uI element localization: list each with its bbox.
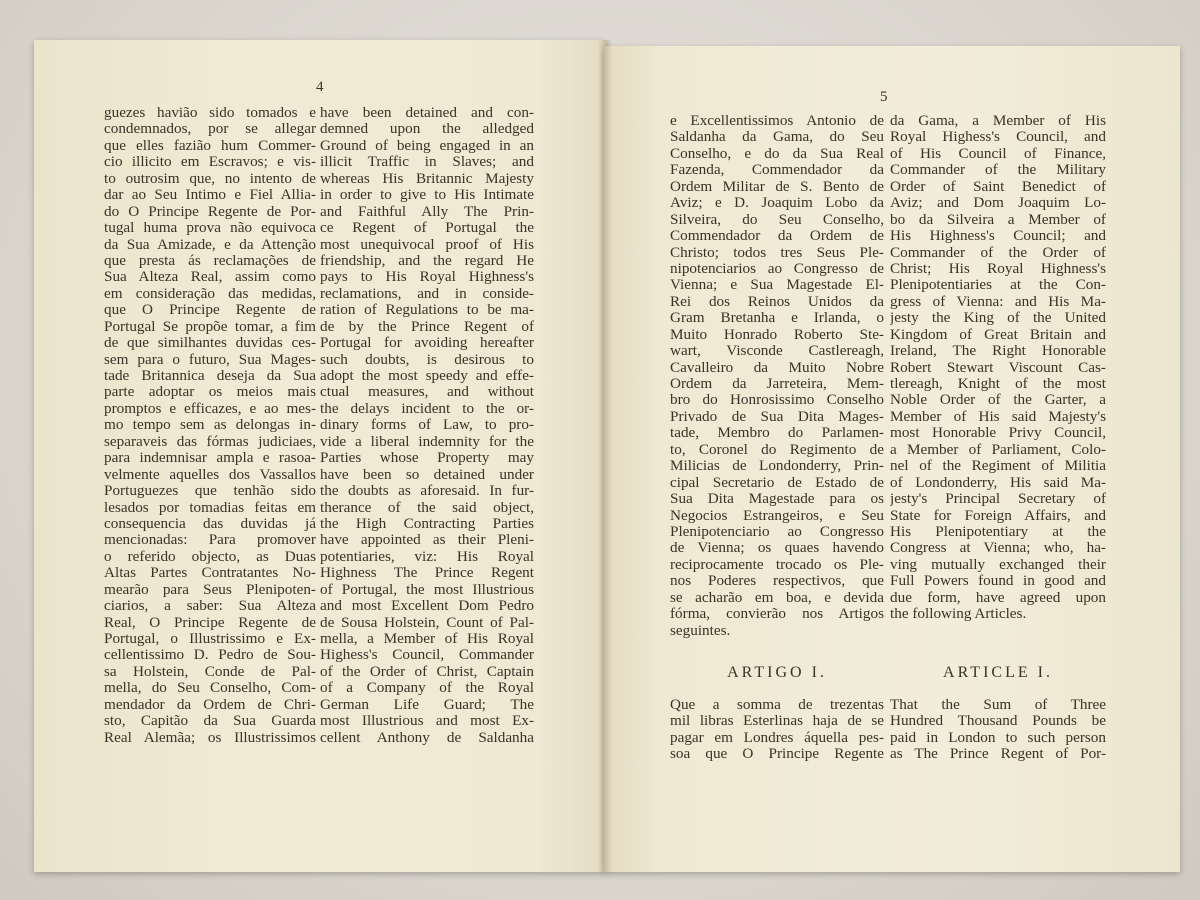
text-line: ce Regent of Portugal the bbox=[320, 220, 534, 237]
text-line: dar ao Seu Intimo e Fiel Allia- bbox=[104, 187, 316, 204]
text-line: tade Britannica deseja da Sua bbox=[104, 368, 316, 384]
text-line: His Highness's Council; and bbox=[890, 228, 1106, 245]
text-line: Christo; todos tres Seus Ple- bbox=[670, 244, 884, 261]
text-line: the High Contracting Parties bbox=[320, 515, 534, 532]
text-line: mella, a Member of His Royal bbox=[320, 631, 534, 647]
text-line: velmente aquelles dos Vassallos bbox=[104, 466, 316, 483]
left-page-number: 4 bbox=[316, 79, 324, 95]
text-line: have been detained and con- bbox=[320, 105, 534, 121]
text-line: Order of Saint Benedict of bbox=[890, 178, 1106, 195]
text-line: jesty the King of the United bbox=[890, 310, 1106, 327]
text-line: of Portugal, the most Illustrious bbox=[320, 581, 534, 598]
text-line: Aviz; and Dom Joaquim Lo- bbox=[890, 195, 1106, 212]
text-line: sa Holstein, Conde de Pal- bbox=[104, 663, 316, 680]
text-line: adopt the most speedy and effe- bbox=[320, 368, 534, 384]
text-line: wart, Visconde Castlereagh, bbox=[670, 343, 884, 360]
text-line: Conselho, e do da Sua Real bbox=[670, 145, 884, 162]
text-line: Gram Bretanha e Irlanda, o bbox=[670, 310, 884, 327]
portuguese-article-text bbox=[670, 697, 884, 763]
text-line: to, Coronel do Regimento de bbox=[670, 441, 884, 458]
text-line: ving mutually exchanged their bbox=[890, 556, 1106, 573]
text-line: Ordem da Jarreteira, Mem- bbox=[670, 376, 884, 392]
text-line: mil libras Esterlinas haja de se bbox=[670, 713, 884, 730]
text-line: have been so detained under bbox=[320, 466, 534, 483]
text-line: mendador da Ordem de Chri- bbox=[104, 696, 316, 713]
text-line: que O Principe Regente de bbox=[104, 302, 316, 319]
text-line: mo tempo sem as delongas in- bbox=[104, 417, 316, 434]
text-line: Vienna; e Sua Magestade El- bbox=[670, 277, 884, 294]
text-line: Silveira, do Seu Conselho, bbox=[670, 211, 884, 228]
text-line: reclamations, and in conside- bbox=[320, 285, 534, 302]
text-line: State for Foreign Affairs, and bbox=[890, 507, 1106, 524]
text-line: such doubts, is desirous to bbox=[320, 351, 534, 368]
text-line: que presta ás reclamações de bbox=[104, 252, 316, 269]
text-line: Kingdom of Great Britain and bbox=[890, 326, 1106, 343]
text-line: mearão para Seus Plenipoten- bbox=[104, 581, 316, 598]
text-line: ctual measures, and without bbox=[320, 384, 534, 401]
text-line: pays to His Royal Highness's bbox=[320, 269, 534, 286]
text-line: tugal huma prova não equivoca bbox=[104, 220, 316, 237]
text-line: nipotenciarios ao Congresso de bbox=[670, 260, 884, 277]
text-line: da Gama, a Member of His bbox=[890, 113, 1106, 129]
text-line: illicit Traffic in Slaves; and bbox=[320, 154, 534, 171]
text-line: lesados por tomadias feitas em bbox=[104, 499, 316, 516]
text-line: condemnados, por se allegar bbox=[104, 121, 316, 138]
text-line: parte adoptar os meios mais bbox=[104, 384, 316, 401]
text-line: bo da Silveira a Member of bbox=[890, 211, 1106, 228]
text-line: Real Alemãa; os Illustrissimos bbox=[104, 729, 316, 746]
english-article-text bbox=[890, 697, 1106, 763]
text-line: de by the Prince Regent of bbox=[320, 318, 534, 335]
portuguese-article-heading: ARTIGO I. bbox=[727, 664, 827, 681]
text-line: Ground of being engaged in an bbox=[320, 137, 534, 154]
text-line: tlereagh, Knight of the most bbox=[890, 376, 1106, 392]
right-portuguese-column bbox=[670, 113, 884, 639]
text-line: in order to give to His Intimate bbox=[320, 187, 534, 204]
text-line: Commander of the Order of bbox=[890, 244, 1106, 261]
text-line: of the Order of Christ, Captain bbox=[320, 663, 534, 680]
text-line: Parties whose Property may bbox=[320, 450, 534, 467]
text-line: of Londonderry, His said Ma- bbox=[890, 474, 1106, 491]
text-line: do O Principe Regente de Por- bbox=[104, 203, 316, 220]
text-line: due form, have agreed upon bbox=[890, 589, 1106, 606]
text-line: reciprocamente trocado os Ple- bbox=[670, 556, 884, 573]
text-line: Full Powers found in good and bbox=[890, 573, 1106, 590]
text-line: em consideração das medidas, bbox=[104, 285, 316, 302]
text-line: Ireland, The Right Honorable bbox=[890, 343, 1106, 360]
text-line: Saldanha da Gama, do Seu bbox=[670, 129, 884, 146]
text-line: potentiaries, viz: His Royal bbox=[320, 548, 534, 565]
text-line: the delays incident to the or- bbox=[320, 400, 534, 417]
right-english-column bbox=[890, 113, 1106, 623]
text-line: of His Council of Finance, bbox=[890, 145, 1106, 162]
text-line: Christ; His Royal Highness's bbox=[890, 260, 1106, 277]
text-line: That the Sum of Three bbox=[890, 697, 1106, 713]
left-english-column bbox=[320, 105, 534, 746]
text-line: of a Company of the Royal bbox=[320, 680, 534, 697]
text-line: ration of Regulations to be ma- bbox=[320, 302, 534, 319]
text-line: Cavalleiro da Muito Nobre bbox=[670, 359, 884, 376]
text-line: demned upon the alledged bbox=[320, 121, 534, 138]
text-line: sto, Capitão da Sua Guarda bbox=[104, 713, 316, 730]
text-line: Plenipotenciario ao Congresso bbox=[670, 523, 884, 540]
text-line: mella, do Seu Conselho, Com- bbox=[104, 680, 316, 697]
text-line: consequencia das duvidas já bbox=[104, 515, 316, 532]
left-portuguese-column bbox=[104, 105, 316, 746]
text-line: German Life Guard; The bbox=[320, 696, 534, 713]
text-line: a Member of Parliament, Colo- bbox=[890, 441, 1106, 458]
text-line: sem para o futuro, Sua Mages- bbox=[104, 351, 316, 368]
text-line: Congress at Vienna; who, ha- bbox=[890, 540, 1106, 557]
text-line: fórma, convierão nos Artigos bbox=[670, 606, 884, 623]
text-line: Highness The Prince Regent bbox=[320, 565, 534, 582]
text-line: the following Articles. bbox=[890, 606, 1027, 623]
text-line: bro do Honrosissimo Conselho bbox=[670, 392, 884, 409]
text-line: have appointed as their Pleni- bbox=[320, 532, 534, 549]
text-line: cipal Secretario de Estado de bbox=[670, 474, 884, 491]
text-line: the doubts as aforesaid. In fur- bbox=[320, 483, 534, 500]
text-line: da Sua Amizade, e da Attenção bbox=[104, 236, 316, 253]
text-line: nos Poderes respectivos, que bbox=[670, 573, 884, 590]
text-line: de Sousa Holstein, Count of Pal- bbox=[320, 614, 534, 631]
text-line: Plenipotentiaries at the Con- bbox=[890, 277, 1106, 294]
text-line: o referido objecto, as Duas bbox=[104, 548, 316, 565]
text-line: Royal Highess's Council, and bbox=[890, 129, 1106, 146]
text-line: friendship, and the regard He bbox=[320, 252, 534, 269]
text-line: most unequivocal proof of His bbox=[320, 236, 534, 253]
text-line: Milicias de Londonderry, Prin- bbox=[670, 458, 884, 475]
text-line: separaveis das fórmas judiciaes, bbox=[104, 433, 316, 450]
text-line: as The Prince Regent of Por- bbox=[890, 746, 1106, 763]
text-line: Sua Dita Magestade para os bbox=[670, 491, 884, 508]
text-line: de Vienna; os quaes havendo bbox=[670, 540, 884, 557]
text-line: and most Excellent Dom Pedro bbox=[320, 598, 534, 615]
text-line: Aviz; e D. Joaquim Lobo da bbox=[670, 195, 884, 212]
text-line: ciarios, a saber: Sua Alteza bbox=[104, 598, 316, 615]
text-line: Que a somma de trezentas bbox=[670, 697, 884, 713]
text-line: jesty's Principal Secretary of bbox=[890, 491, 1106, 508]
text-line: paid in London to such person bbox=[890, 729, 1106, 746]
text-line: se acharão em boa, e devida bbox=[670, 589, 884, 606]
text-line: cellentissimo D. Pedro de Sou- bbox=[104, 647, 316, 664]
right-page-number: 5 bbox=[880, 89, 888, 105]
text-line: cellent Anthony de Saldanha bbox=[320, 729, 534, 746]
book-gutter bbox=[598, 40, 612, 872]
text-line: His Plenipotentiary at the bbox=[890, 523, 1106, 540]
english-article-heading: ARTICLE I. bbox=[943, 664, 1053, 681]
text-line: promptos e efficazes, e ao mes- bbox=[104, 400, 316, 417]
text-line: to outrosim que, no intento de bbox=[104, 170, 316, 187]
text-line: Fazenda, Commendador da bbox=[670, 162, 884, 179]
text-line: seguintes. bbox=[670, 622, 731, 639]
text-line: Rei dos Reinos Unidos da bbox=[670, 293, 884, 310]
text-line: pagar em Londres áquella pes- bbox=[670, 729, 884, 746]
text-line: therance of the said object, bbox=[320, 499, 534, 516]
text-line: Portuguezes que tenhão sido bbox=[104, 483, 316, 500]
text-line: para indemnisar ampla e rasoa- bbox=[104, 450, 316, 467]
text-line: Robert Stewart Viscount Cas- bbox=[890, 359, 1106, 376]
text-line: Muito Honrado Roberto Ste- bbox=[670, 326, 884, 343]
text-line: Privado de Sua Dita Mages- bbox=[670, 408, 884, 425]
text-line: soa que O Principe Regente bbox=[670, 746, 884, 763]
text-line: Member of His said Majesty's bbox=[890, 408, 1106, 425]
text-line: whereas His Britannic Majesty bbox=[320, 170, 534, 187]
text-line: Portugal for avoiding hereafter bbox=[320, 335, 534, 352]
text-line: and Faithful Ally The Prin- bbox=[320, 203, 534, 220]
text-line: vide a liberal indemnity for the bbox=[320, 433, 534, 450]
text-line: Negocios Estrangeiros, e Seu bbox=[670, 507, 884, 524]
text-line: Commendador da Ordem de bbox=[670, 228, 884, 245]
text-line: guezes havião sido tomados e bbox=[104, 105, 316, 121]
text-line: nel of the Regiment of Militia bbox=[890, 458, 1106, 475]
text-line: mencionadas: Para promover bbox=[104, 532, 316, 549]
text-line: Real, O Principe Regente de bbox=[104, 614, 316, 631]
text-line: de que similhantes duvidas ces- bbox=[104, 335, 316, 352]
text-line: Hundred Thousand Pounds be bbox=[890, 713, 1106, 730]
text-line: e Excellentissimos Antonio de bbox=[670, 113, 884, 129]
text-line: Highess's Council, Commander bbox=[320, 647, 534, 664]
text-line: most Honorable Privy Council, bbox=[890, 425, 1106, 442]
text-line: most Illustrious and most Ex- bbox=[320, 713, 534, 730]
text-line: tade, Membro do Parlamen- bbox=[670, 425, 884, 442]
text-line: Portugal Se propõe tomar, a fim bbox=[104, 318, 316, 335]
text-line: Noble Order of the Garter, a bbox=[890, 392, 1106, 409]
text-line: Altas Partes Contratantes No- bbox=[104, 565, 316, 582]
text-line: gress of Vienna: and His Ma- bbox=[890, 293, 1106, 310]
text-line: que elles fazião hum Commer- bbox=[104, 137, 316, 154]
text-line: Commander of the Military bbox=[890, 162, 1106, 179]
text-line: dinary forms of Law, to pro- bbox=[320, 417, 534, 434]
text-line: Sua Alteza Real, assim como bbox=[104, 269, 316, 286]
text-line: Ordem Militar de S. Bento de bbox=[670, 178, 884, 195]
text-line: cio illicito em Escravos; e vis- bbox=[104, 154, 316, 171]
text-line: Portugal, o Illustrissimo e Ex- bbox=[104, 631, 316, 647]
